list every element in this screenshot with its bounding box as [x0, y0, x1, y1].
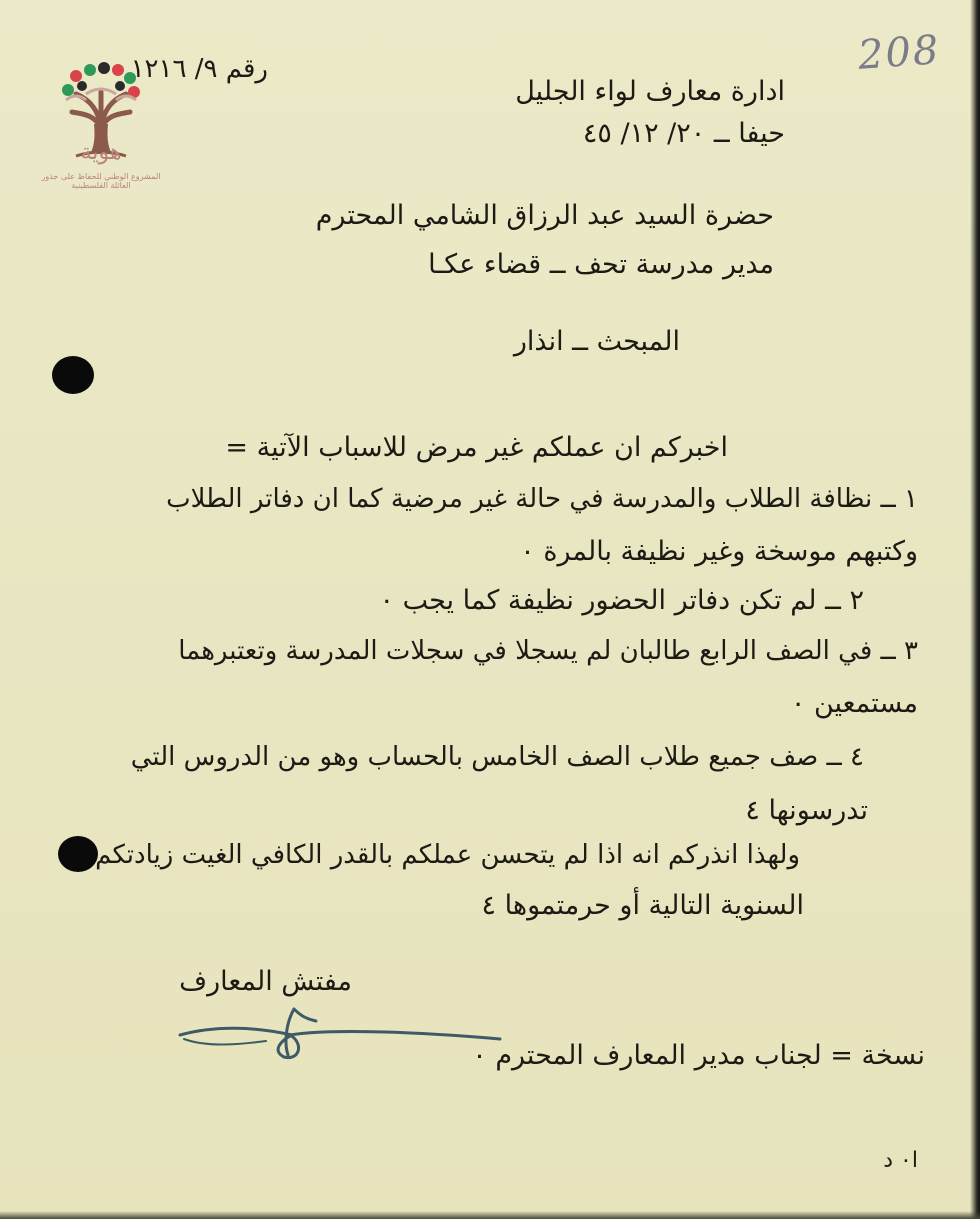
item-4-line-1: ٤ ــ صف جميع طلاب الصف الخامس بالحساب وهو من الدروس التي: [130, 742, 864, 772]
item-3-line-2: مستمعين ٠: [790, 688, 918, 719]
issuing-office: ادارة معارف لواء الجليل: [515, 76, 785, 107]
punch-hole-top: [52, 356, 94, 394]
carbon-copy-line: نسخة = لجناب مدير المعارف المحترم ٠: [472, 1040, 925, 1071]
subject-line: المبحث ــ انذار: [513, 326, 680, 357]
intro-line: اخبركم ان عملكم غير مرض للاسباب الآتية =: [225, 432, 728, 463]
footer-initials: ا٠ د: [883, 1148, 918, 1173]
item-4-line-2: تدرسونها ٤: [745, 795, 868, 826]
item-1-line-2: وكتبهم موسخة وغير نظيفة بالمرة ٠: [520, 536, 918, 567]
reference-number: رقم ٩/ ١٢١٦: [130, 54, 268, 84]
handwritten-signature: [176, 995, 506, 1075]
warning-line-1: ولهذا انذركم انه اذا لم يتحسن عملكم بالقدر الكافي الغيت زيادتكم: [95, 840, 800, 870]
punch-hole-bottom: [58, 836, 98, 872]
item-2-line-1: ٢ ــ لم تكن دفاتر الحضور نظيفة كما يجب ٠: [379, 585, 864, 616]
item-1-line-1: ١ ــ نظافة الطلاب والمدرسة في حالة غير مرضية كما ان دفاتر الطلاب: [166, 484, 918, 514]
warning-line-2: السنوية التالية أو حرمتموها ٤: [481, 890, 804, 921]
scan-edge-bottom: [0, 1211, 980, 1219]
scan-edge-right: [970, 0, 980, 1219]
place-and-date: حيفا ــ ٢٠/ ١٢/ ٤٥: [582, 118, 785, 149]
logo-caption: المشروع الوطني للحفاظ على جذور العائلة الفلسطينية: [41, 172, 161, 191]
item-3-line-1: ٣ ــ في الصف الرابع طالبان لم يسجلا في سجلات المدرسة وتعتبرهما: [178, 636, 918, 666]
addressee-line-2: مدير مدرسة تحف ــ قضاء عكـا: [428, 249, 774, 280]
addressee-line-1: حضرة السيد عبد الرزاق الشامي المحترم: [315, 200, 774, 231]
logo-wordmark: هوية: [80, 140, 122, 165]
signatory-title: مفتش المعارف: [179, 966, 352, 997]
archive-handwritten-number: 208: [856, 27, 942, 79]
